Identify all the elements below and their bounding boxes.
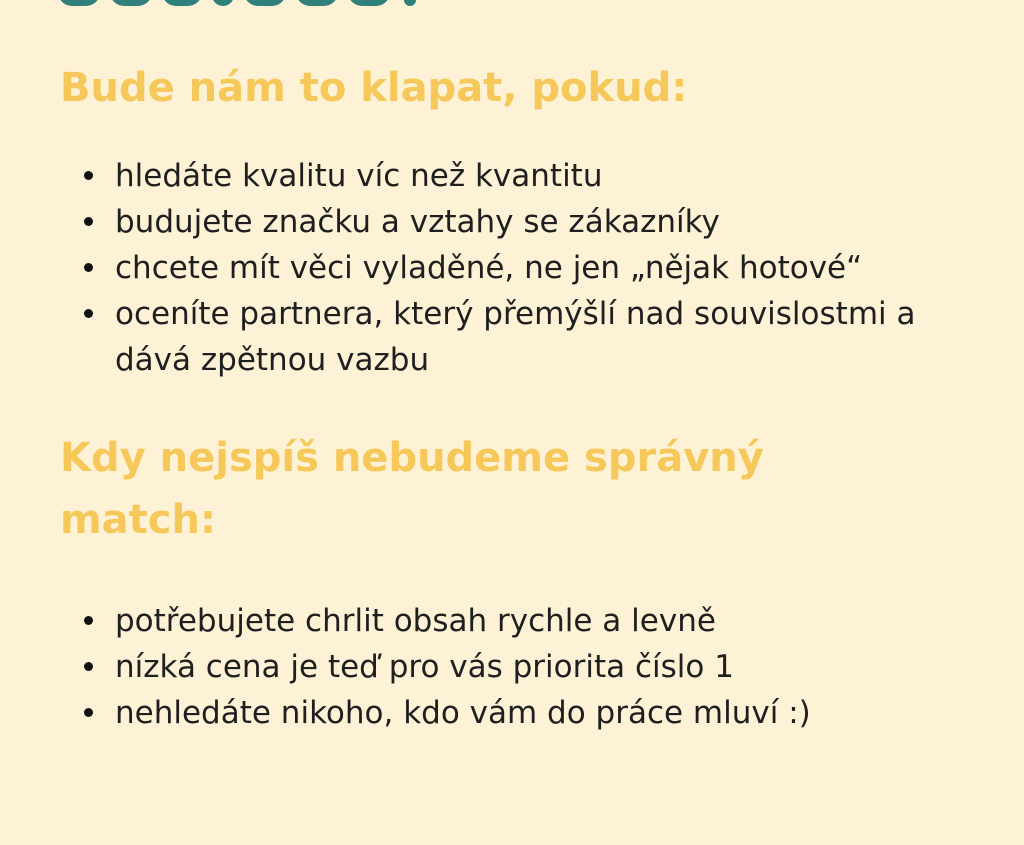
bullet-icon (84, 171, 93, 180)
section-heading-good-fit: Bude nám to klapat, pokud: (60, 65, 688, 111)
list-item-text: nízká cena je teď pro vás priorita číslo 1 (115, 649, 734, 685)
bullet-icon (84, 309, 93, 318)
list-item (84, 153, 944, 199)
list-item (84, 598, 944, 644)
list-item (84, 291, 944, 383)
partial-heading-cutoff (58, 0, 538, 6)
not-fit-list (84, 598, 944, 736)
list-item-text: hledáte kvalitu víc než kvantitu (115, 158, 603, 194)
list-item (84, 690, 944, 736)
bullet-icon (84, 662, 93, 671)
list-item-text: potřebujete chrlit obsah rychle a levně (115, 603, 716, 639)
good-fit-list (84, 153, 944, 383)
list-item (84, 245, 944, 291)
list-item-text: budujete značku a vztahy se zákazníky (115, 204, 720, 240)
bullet-icon (84, 217, 93, 226)
section-heading-not-fit: Kdy nejspíš nebudeme správný match: (60, 435, 764, 543)
list-item-text: nehledáte nikoho, kdo vám do práce mluví :) (115, 695, 811, 731)
list-item-text: oceníte partnera, který přemýšlí nad souvislostmi a dává zpětnou vazbu (115, 296, 916, 378)
bullet-icon (84, 616, 93, 625)
list-item (84, 199, 944, 245)
bullet-icon (84, 708, 93, 717)
list-item (84, 644, 944, 690)
bullet-icon (84, 263, 93, 272)
list-item-text: chcete mít věci vyladěné, ne jen „nějak hotové“ (115, 250, 863, 286)
